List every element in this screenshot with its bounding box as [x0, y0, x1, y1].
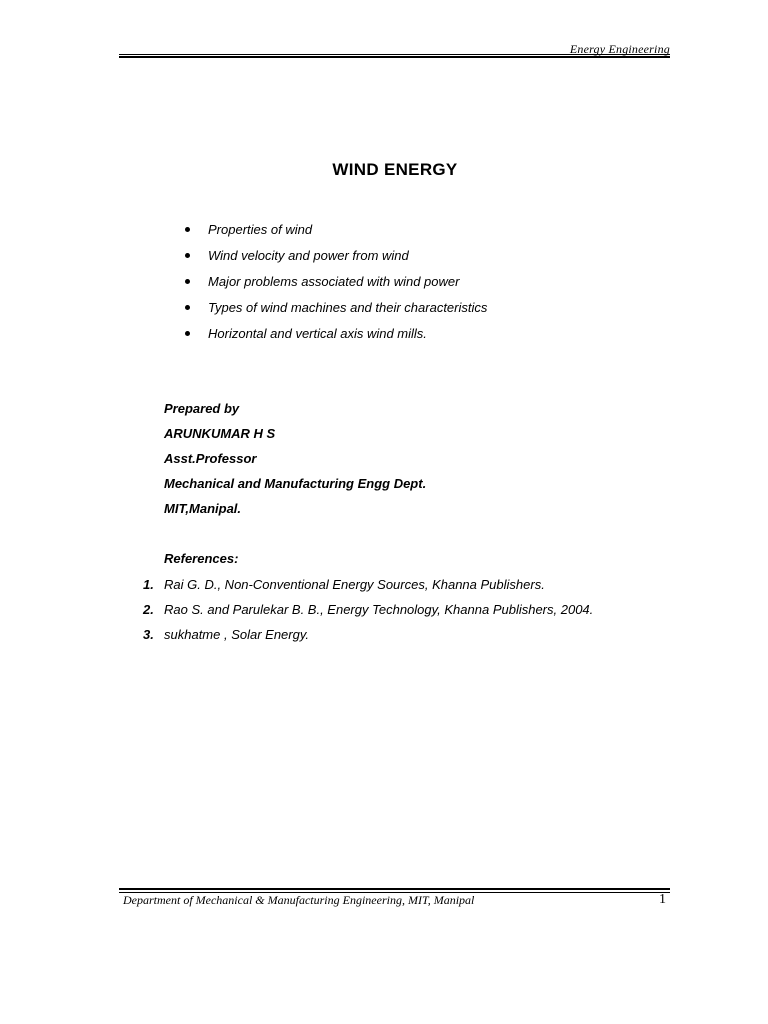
topic-text: Horizontal and vertical axis wind mills. — [208, 326, 427, 341]
prepared-by-label: Prepared by — [164, 401, 240, 416]
references-heading: References: — [164, 551, 239, 566]
author-name: ARUNKUMAR H S — [164, 426, 276, 441]
topic-text: Types of wind machines and their characteristics — [208, 300, 488, 315]
header-rule-thick — [119, 56, 670, 58]
reference-text: Rai G. D., Non-Conventional Energy Sources, Khanna Publishers. — [164, 577, 545, 592]
bullet-icon — [185, 331, 190, 336]
running-header: Energy Engineering — [569, 42, 670, 56]
page-number: 1 — [659, 892, 666, 907]
reference-text: Rao S. and Parulekar B. B., Energy Technology, Khanna Publishers, 2004. — [164, 602, 594, 617]
reference-number: 3. — [143, 627, 154, 642]
reference-number: 2. — [143, 602, 154, 617]
reference-number: 1. — [143, 577, 154, 592]
bullet-icon — [185, 253, 190, 258]
bullet-icon — [185, 227, 190, 232]
running-footer: Department of Mechanical & Manufacturing Engineering, MIT, Manipal — [123, 893, 475, 907]
reference-text: sukhatme , Solar Energy. — [164, 627, 309, 642]
footer-rule-thick — [119, 888, 670, 890]
author-institution: MIT,Manipal. — [164, 501, 242, 516]
page-title: WIND ENERGY — [332, 160, 458, 179]
author-department: Mechanical and Manufacturing Engg Dept. — [164, 476, 427, 491]
topic-text: Wind velocity and power from wind — [208, 248, 409, 263]
bullet-icon — [185, 305, 190, 310]
topic-text: Major problems associated with wind power — [208, 274, 460, 289]
topic-text: Properties of wind — [208, 222, 313, 237]
header-rule-thin — [119, 54, 670, 55]
author-designation: Asst.Professor — [164, 451, 257, 466]
bullet-icon — [185, 279, 190, 284]
